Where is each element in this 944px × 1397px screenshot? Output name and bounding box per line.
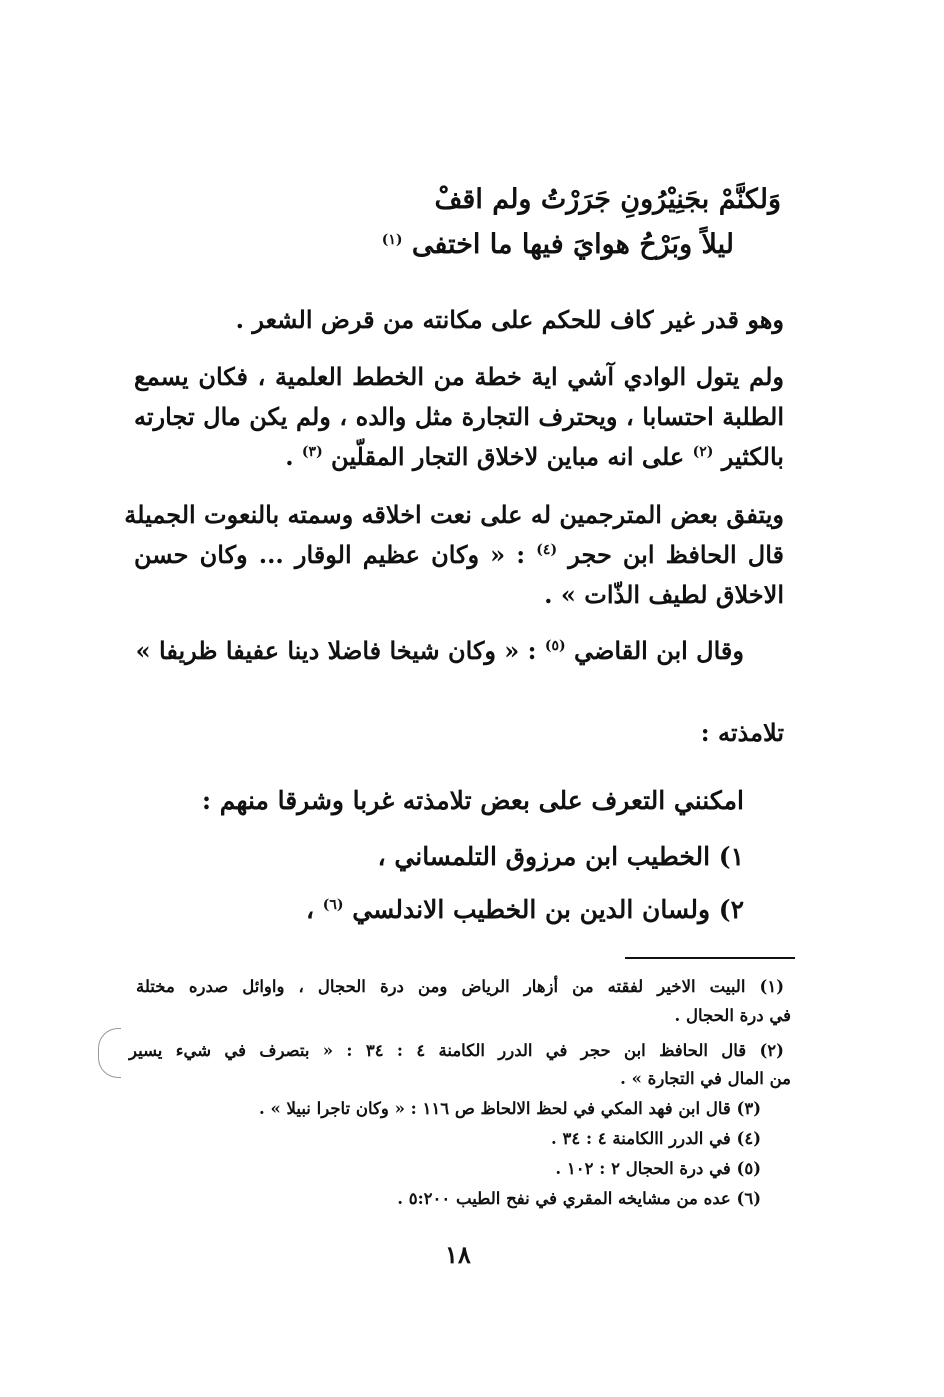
footnote-2-line-1: (٢) قال الحافظ ابن حجر في الدرر الكامنة ٤ : ٣٤ : « بتصرف في شيء يسير bbox=[129, 1041, 784, 1060]
footnote-5: (٥) في درة الحجال ٢ : ١٠٢ . bbox=[555, 1159, 761, 1178]
footnote-1-line-1: (١) البيت الاخير لفقته من أزهار الرياض ومن درة الحجال ، واوائل صدره مختلة bbox=[136, 977, 784, 996]
footnote-ref: (٢) bbox=[692, 444, 714, 460]
verse-line-2: ليلاً وبَرْحُ هوايَ فيها ما اختفى $^{(١)}$ bbox=[381, 229, 734, 260]
footnote-2-line-2: من المال في التجارة » . bbox=[620, 1069, 791, 1088]
paragraph-3-line-2: قال الحافظ ابن حجر $^{(٤)}$ : « وكان عظيم الوقار ... وكان حسن bbox=[134, 540, 785, 569]
footnote-ref: (٦) bbox=[322, 897, 344, 913]
footnote-4: (٤) في الدرر االكامنة ٤ : ٣٤ . bbox=[550, 1129, 761, 1148]
paragraph-2-line-3: بالكثير $^{(٢)}$ على انه مباين لاخلاق التجار المقلّين $^{(٣)}$ . bbox=[285, 442, 784, 471]
footnote-ref: (١) bbox=[381, 232, 403, 248]
paragraph-2-line-1: ولم يتول الوادي آشي اية خطة من الخطط العلمية ، فكان يسمع bbox=[134, 362, 784, 391]
list-item-2: ٢) ولسان الدين بن الخطيب الاندلسي $^{(٦)}$ ، bbox=[305, 895, 744, 924]
section-intro: امكنني التعرف على بعض تلامذته غربا وشرقا منهم : bbox=[201, 786, 744, 815]
paragraph-1: وهو قدر غير كاف للحكم على مكانته من قرض الشعر . bbox=[235, 305, 784, 334]
page-number: ١٨ bbox=[445, 1240, 471, 1269]
footnote-separator bbox=[625, 957, 795, 959]
section-heading: تلامذته : bbox=[700, 718, 784, 747]
footnote-3: (٣) قال ابن فهد المكي في لحظ الالحاظ ص ١١٦ : « وكان تاجرا نبيلا » . bbox=[258, 1099, 761, 1118]
footnote-ref: (٣) bbox=[301, 444, 323, 460]
paragraph-4: وقال ابن القاضي $^{(٥)}$ : « وكان شيخا فاضلا دينا عفيفا ظريفا » bbox=[135, 636, 744, 665]
paragraph-3-line-3: الاخلاق لطيف الذّات » . bbox=[544, 580, 784, 609]
footnote-ref: (٤) bbox=[536, 542, 558, 558]
verse-line-1: وَلكنَّمْ بجَنِيْرُونِ جَرَرْتُ ولم اقفْ bbox=[434, 184, 781, 215]
footnote-1-line-2: في درة الحجال . bbox=[674, 1006, 791, 1025]
footnote-ref: (٥) bbox=[544, 638, 566, 654]
margin-mark bbox=[98, 1028, 121, 1078]
footnote-6: (٦) عده من مشايخه المقري في نفح الطيب ٥:٢٠٠ . bbox=[397, 1189, 761, 1208]
paragraph-3-line-1: ويتفق بعض المترجمين له على نعت اخلاقه وسمته بالنعوت الجميلة bbox=[124, 500, 784, 529]
paragraph-2-line-2: الطلبة احتسابا ، ويحترف التجارة مثل والده ، ولم يكن مال تجارته bbox=[134, 402, 784, 431]
list-item-1: ١) الخطيب ابن مرزوق التلمساني ، bbox=[377, 842, 744, 871]
